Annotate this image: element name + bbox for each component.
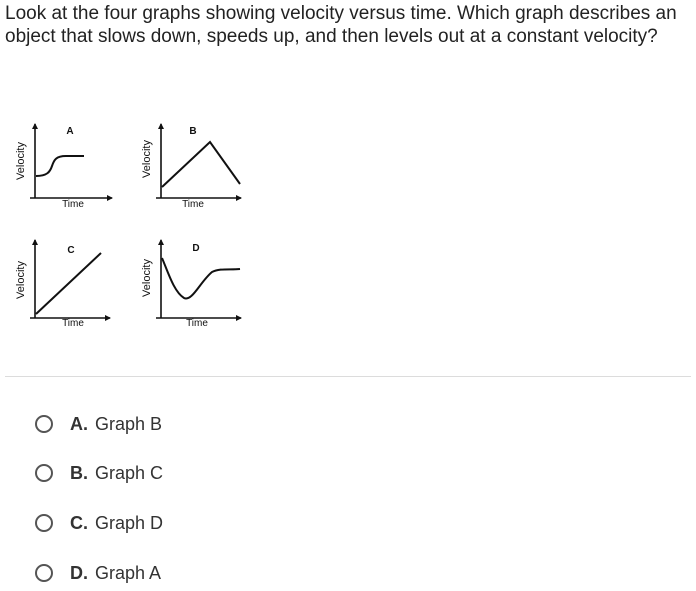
- choice-a-text: Graph B: [95, 413, 163, 434]
- graph-d: [141, 240, 241, 329]
- graph-b: [141, 124, 241, 210]
- graph-c-x-axis-label: Time: [62, 318, 84, 329]
- graph-d-label: D: [192, 243, 200, 254]
- question-text: Look at the four graphs showing velocity versus time. Which graph describes an object that slows down, speeds up, and then levels out at a constant velocity?: [5, 3, 677, 47]
- choice-a[interactable]: [35, 409, 162, 439]
- graph-c-y-axis-label: Velocity: [15, 261, 27, 299]
- graph-a-label: A: [66, 126, 74, 137]
- radio-button-b[interactable]: [35, 464, 53, 482]
- choice-d[interactable]: [35, 558, 161, 588]
- choice-c-letter: C.: [70, 512, 88, 533]
- graph-a-x-axis-label: Time: [62, 199, 84, 210]
- choice-c-text: Graph D: [95, 512, 164, 533]
- choice-b[interactable]: [35, 458, 163, 488]
- graph-a: [15, 124, 112, 210]
- radio-button-a[interactable]: [35, 415, 53, 433]
- graphs-svg: [0, 112, 260, 332]
- radio-button-d[interactable]: [35, 564, 53, 582]
- choice-a-letter: A.: [70, 413, 88, 434]
- graph-c-label: C: [67, 245, 75, 256]
- graph-d-x-axis-label: Time: [186, 318, 208, 329]
- divider: [5, 376, 691, 377]
- graph-d-y-axis-label: Velocity: [141, 259, 153, 297]
- choice-b-text: Graph C: [95, 462, 164, 483]
- graph-b-label: B: [189, 126, 197, 137]
- radio-button-c[interactable]: [35, 514, 53, 532]
- graph-a-y-axis-label: Velocity: [15, 142, 27, 180]
- choice-c[interactable]: [35, 508, 163, 538]
- graph-b-y-axis-label: Velocity: [141, 140, 153, 178]
- choice-d-letter: D.: [70, 562, 88, 583]
- graphs-figure: [0, 112, 260, 332]
- graph-c: [15, 240, 110, 329]
- graph-b-x-axis-label: Time: [182, 199, 204, 210]
- choice-b-letter: B.: [70, 462, 88, 483]
- choice-d-text: Graph A: [95, 562, 162, 583]
